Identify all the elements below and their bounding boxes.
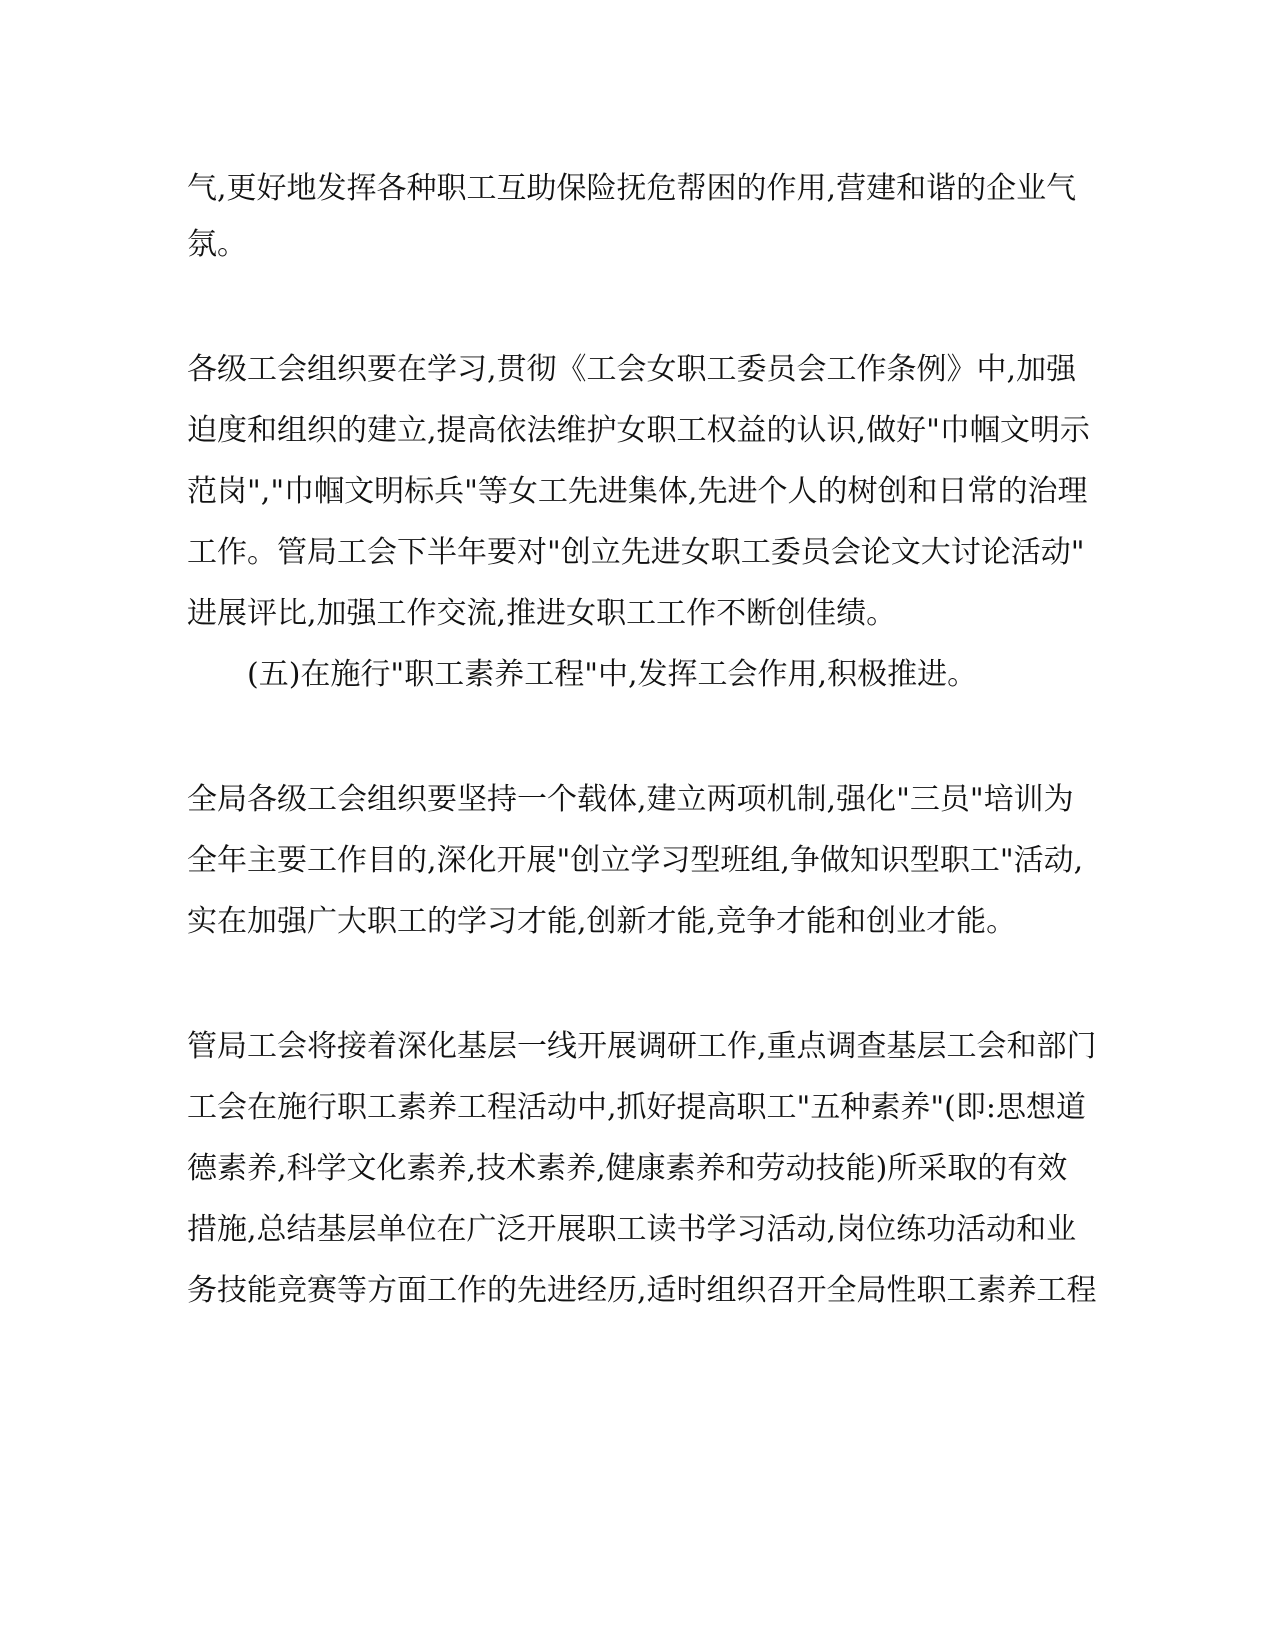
paragraph-5-line-2: 工会在施行职工素养工程活动中,抓好提高职工"五种素养"(即:思想道 <box>187 1090 1086 1125</box>
paragraph-1-line-2: 氛。 <box>187 227 247 262</box>
paragraph-4-line-1: 全局各级工会组织要坚持一个载体,建立两项机制,强化"三员"培训为 <box>187 782 1074 817</box>
paragraph-2-line-2: 迫度和组织的建立,提高依法维护女职工权益的认识,做好"巾帼文明示 <box>187 413 1090 448</box>
paragraph-4-line-2: 全年主要工作目的,深化开展"创立学习型班组,争做知识型职工"活动, <box>187 843 1084 878</box>
paragraph-5-line-3: 德素养,科学文化素养,技术素养,健康素养和劳动技能)所采取的有效 <box>187 1151 1068 1186</box>
paragraph-5-line-1: 管局工会将接着深化基层一线开展调研工作,重点调查基层工会和部门 <box>187 1029 1097 1064</box>
paragraph-2-line-4: 工作。管局工会下半年要对"创立先进女职工委员会论文大讨论活动" <box>187 535 1085 570</box>
paragraph-2-line-5: 进展评比,加强工作交流,推进女职工工作不断创佳绩。 <box>187 596 897 631</box>
paragraph-2-line-1: 各级工会组织要在学习,贯彻《工会女职工委员会工作条例》中,加强 <box>187 352 1077 387</box>
section-heading-5: (五)在施行"职工素养工程"中,发挥工会作用,积极推进。 <box>247 657 978 692</box>
paragraph-5-line-4: 措施,总结基层单位在广泛开展职工读书学习活动,岗位练功活动和业 <box>187 1212 1077 1247</box>
paragraph-5-line-5: 务技能竞赛等方面工作的先进经历,适时组织召开全局性职工素养工程 <box>187 1273 1097 1308</box>
paragraph-2-line-3: 范岗","巾帼文明标兵"等女工先进集体,先进个人的树创和日常的治理 <box>187 474 1088 509</box>
paragraph-4-line-3: 实在加强广大职工的学习才能,创新才能,竞争才能和创业才能。 <box>187 904 1017 939</box>
paragraph-1-line-1: 气,更好地发挥各种职工互助保险抚危帮困的作用,营建和谐的企业气 <box>187 171 1077 206</box>
